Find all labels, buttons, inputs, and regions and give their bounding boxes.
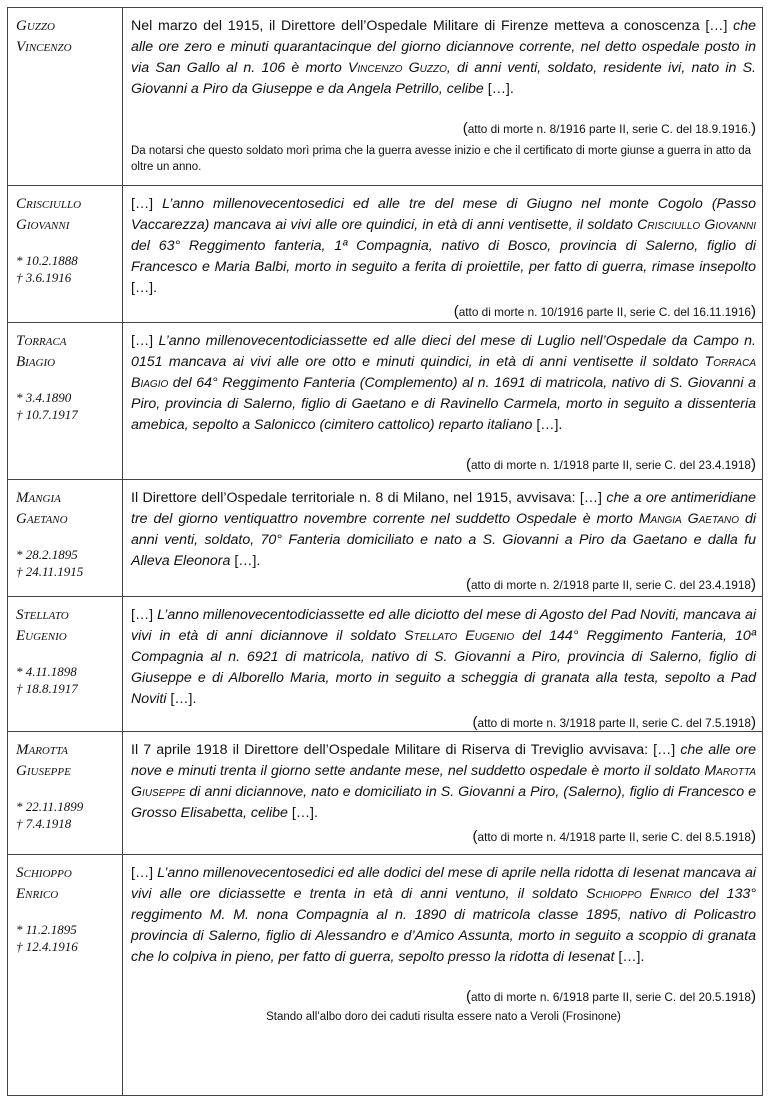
table-row bbox=[8, 323, 763, 480]
record-cell bbox=[123, 732, 763, 855]
death-act-text: atto di morte n. 3/1918 parte II, serie C. del 7.5.1918 bbox=[477, 716, 751, 730]
death-date: † 18.8.1917 bbox=[16, 681, 78, 696]
soldier-name-inline: Torraca Biagio bbox=[131, 354, 756, 391]
table-row bbox=[8, 480, 763, 597]
record-text-segment: […]. bbox=[532, 417, 563, 433]
paren: ) bbox=[751, 828, 756, 845]
death-date: † 24.11.1915 bbox=[16, 564, 84, 579]
table-row bbox=[8, 732, 763, 855]
table-body bbox=[8, 8, 763, 1096]
death-act-reference bbox=[131, 576, 756, 593]
record-text-segment: Nel marzo del 1915, il Direttore dell’Ospedale Militare di Firenze metteva a conoscenza […] bbox=[131, 18, 734, 34]
paren: ) bbox=[751, 456, 756, 473]
record-text bbox=[131, 331, 756, 436]
soldier-cell bbox=[8, 597, 123, 732]
soldier-firstname: Enrico bbox=[16, 886, 59, 902]
record-text-segment: […] bbox=[131, 196, 163, 212]
soldier-name-inline: Vincenzo Guzzo bbox=[347, 60, 447, 76]
paren: ( bbox=[465, 988, 471, 1005]
life-dates bbox=[16, 921, 116, 955]
soldier-name bbox=[16, 194, 116, 236]
record-text-segment: del 63° Reggimento fanteria, 1ª Compagnia, nativo di Bosco, provincia di Salerno, figlio di Francesco e Maria Balbi, morto in seguito a ferita di proiettile, per fatto di guerra, rimase insepolto bbox=[131, 238, 756, 275]
death-act-text: atto di morte n. 2/1918 parte II, serie C. del 23.4.1918 bbox=[470, 578, 751, 592]
table-row bbox=[8, 855, 763, 1096]
soldier-name-inline: Mangia Gaetano bbox=[638, 511, 740, 527]
soldier-name bbox=[16, 488, 116, 530]
record-text-segment: del 144° Reggimento Fanteria, 10ª Compagnia al n. 6921 di matricola, nativo di S. Giovanni a Piro, provincia di Salerno, figlio di Giuseppe e di Alborello Maria, morto in seguito a scheggia di granata alla testa, sepolto a Pad Noviti bbox=[131, 628, 757, 707]
soldier-name-inline: Stellato Eugenio bbox=[404, 628, 515, 644]
record-text bbox=[131, 605, 756, 710]
soldier-cell bbox=[8, 480, 123, 597]
table-row bbox=[8, 8, 763, 186]
record-text-segment: del 64° Reggimento Fanteria (Complemento) al n. 1691 di matricola, nativo di S. Giovanni a Piro, provincia di Salerno, figlio di Gaetano e di Ravinello Carmela, morto in seguito a dissenteria amebica, sepolto a Salonicco (cimitero cattolico) reparto italiano bbox=[131, 375, 756, 433]
record-cell bbox=[123, 323, 763, 480]
record-text-segment: L’anno millenovecentodiciassette ed alle dieci del mese di Luglio nell’Ospedale da Campo n. 0151 mancava ai vivi alle ore otto e minuti quindici, in età di anni ventisette il soldato bbox=[131, 333, 756, 370]
death-date: † 12.4.1916 bbox=[16, 939, 78, 954]
soldier-cell bbox=[8, 186, 123, 323]
soldier-name-inline: Crisciullo Giovanni bbox=[637, 217, 756, 233]
soldier-cell bbox=[8, 8, 123, 186]
soldier-cell bbox=[8, 855, 123, 1096]
record-cell bbox=[123, 480, 763, 597]
death-act-reference bbox=[131, 120, 756, 137]
record-text-segment: […] bbox=[131, 333, 159, 349]
life-dates bbox=[16, 546, 116, 580]
record-text-segment: L’anno millenovecentosedici ed alle tre del mese di Giugno nel monte Cogolo (Passo Vaccarezza) mancava ai vivi alle ore quindici, in età di anni ventisette, il soldato bbox=[131, 196, 756, 233]
record-text-segment: che a ore antimeridiane tre del giorno ventiquattro novembre corrente nel suddetto Ospedale è morto bbox=[131, 490, 756, 527]
death-act-text: atto di morte n. 8/1916 parte II, serie C. del 18.9.1916. bbox=[467, 122, 751, 136]
death-act-reference bbox=[131, 456, 756, 473]
birth-date: * 4.11.1898 bbox=[16, 664, 77, 679]
record-note: Da notarsi che questo soldato morì prima che la guerra avesse inizio e che il certificato di morte giunse a guerra in atto da oltre un anno. bbox=[131, 145, 752, 173]
soldier-cell bbox=[8, 732, 123, 855]
record-text bbox=[131, 194, 756, 299]
soldier-name bbox=[16, 863, 116, 905]
soldier-surname: Guzzo bbox=[16, 18, 55, 34]
record-text-segment: di anni diciannove, nato e domiciliato in S. Giovanni a Piro, (Salerno), figlio di Francesco e Grosso Elisabetta, celibe bbox=[131, 784, 756, 821]
record-text-segment: […]. bbox=[166, 691, 197, 707]
paren: ) bbox=[751, 988, 756, 1005]
soldier-name bbox=[16, 331, 116, 373]
record-text-segment: di anni venti, soldato, 70° Fanteria domiciliato e nato a S. Giovanni a Piro da Gaetano e dalla fu Alleva Eleonora bbox=[131, 511, 757, 569]
record-cell bbox=[123, 186, 763, 323]
birth-date: * 22.11.1899 bbox=[16, 799, 84, 814]
life-dates bbox=[16, 389, 116, 423]
record-cell bbox=[123, 597, 763, 732]
paren: ) bbox=[751, 303, 756, 320]
soldier-surname: Marotta bbox=[16, 742, 69, 758]
soldier-surname: Torraca bbox=[16, 333, 67, 349]
soldier-firstname: Gaetano bbox=[16, 511, 68, 527]
life-dates bbox=[16, 663, 116, 697]
soldier-firstname: Vincenzo bbox=[16, 39, 72, 55]
record-text bbox=[131, 488, 756, 572]
paren: ( bbox=[472, 828, 478, 845]
record-cell bbox=[123, 855, 763, 1096]
record-text-segment: Il 7 aprile 1918 il Direttore dell’Ospedale Militare di Riserva di Treviglio avvisava: […] bbox=[131, 742, 681, 758]
record-text-segment: […]. bbox=[230, 553, 261, 569]
paren: ) bbox=[751, 714, 756, 731]
death-date: † 3.6.1916 bbox=[16, 270, 72, 285]
record-text bbox=[131, 740, 756, 824]
death-date: † 10.7.1917 bbox=[16, 407, 78, 422]
birth-date: * 28.2.1895 bbox=[16, 547, 78, 562]
record-text-segment: […] bbox=[131, 607, 158, 623]
soldier-name-inline: Marotta Giuseppe bbox=[131, 763, 756, 800]
record-text-segment: […]. bbox=[131, 280, 158, 296]
record-text bbox=[131, 863, 756, 968]
record-text-segment: L’anno millenovecentosedici ed alle dodici del mese di aprile nella ridotta di Iesenat mancava ai vivi alle ore diciassette e trenta in età di anni ventuno, il soldato bbox=[131, 865, 756, 902]
paren: ( bbox=[472, 714, 478, 731]
soldier-surname: Crisciullo bbox=[16, 196, 82, 212]
record-cell bbox=[123, 8, 763, 186]
death-act-text: atto di morte n. 10/1916 parte II, serie C. del 16.11.1916 bbox=[458, 305, 751, 319]
soldier-cell bbox=[8, 323, 123, 480]
birth-date: * 3.4.1890 bbox=[16, 390, 72, 405]
record-text bbox=[131, 16, 756, 100]
death-act-text: atto di morte n. 6/1918 parte II, serie C. del 20.5.1918 bbox=[470, 990, 751, 1004]
table-row bbox=[8, 597, 763, 732]
record-text-segment: […]. bbox=[287, 805, 318, 821]
paren: ) bbox=[751, 576, 756, 593]
death-date: † 7.4.1918 bbox=[16, 816, 72, 831]
paren: ( bbox=[465, 576, 471, 593]
soldier-surname: Mangia bbox=[16, 490, 61, 506]
paren: ( bbox=[462, 120, 468, 137]
soldier-firstname: Eugenio bbox=[16, 628, 67, 644]
table-row bbox=[8, 186, 763, 323]
soldier-name bbox=[16, 605, 116, 647]
record-text-segment: […]. bbox=[483, 81, 514, 97]
record-text-segment: […] bbox=[131, 865, 158, 881]
death-act-reference bbox=[131, 988, 756, 1005]
soldier-firstname: Giuseppe bbox=[16, 763, 71, 779]
death-act-reference bbox=[131, 714, 756, 731]
soldier-name bbox=[16, 16, 116, 58]
birth-date: * 11.2.1895 bbox=[16, 922, 77, 937]
soldier-name-inline: Schioppo Enrico bbox=[586, 886, 692, 902]
death-act-reference bbox=[131, 303, 756, 320]
soldier-name bbox=[16, 740, 116, 782]
death-act-reference bbox=[131, 828, 756, 845]
record-text-segment: del 133° reggimento M. M. nona Compagnia al n. 1890 di matricola classe 1895, nativo di Policastro provincia di Salerno, figlio di Alessandro e d’Amico Assunta, morto in seguito a scoppio di granata che lo colpiva in pieno, per fatto di guerra, sepolto presso la ridotta di Iesenat bbox=[131, 886, 757, 965]
record-text-segment: , di anni venti, soldato, residente ivi, nato in S. Giovanni a Piro da Giuseppe e da Angela Petrillo, celibe bbox=[131, 60, 756, 97]
record-text-segment: […]. bbox=[614, 949, 645, 965]
paren: ) bbox=[751, 120, 756, 137]
record-note: Stando all’albo doro dei caduti risulta essere nato a Veroli (Frosinone) bbox=[266, 1011, 621, 1023]
soldier-firstname: Biagio bbox=[16, 354, 56, 370]
fallen-soldiers-table bbox=[7, 7, 763, 1096]
life-dates bbox=[16, 252, 116, 286]
paren: ( bbox=[465, 456, 471, 473]
record-text-segment: L’anno millenovecentodiciassette ed alle diciotto del mese di Agosto del Pad Noviti, mancava ai vivi in età di anni diciannove il soldato bbox=[131, 607, 756, 644]
death-act-text: atto di morte n. 4/1918 parte II, serie C. del 8.5.1918 bbox=[477, 830, 751, 844]
record-text-segment: che alle ore nove e minuti trenta il giorno sette andante mese, nel suddetto ospedale è morto il soldato bbox=[131, 742, 756, 779]
document-page bbox=[7, 7, 763, 1096]
record-text-segment: che alle ore zero e minuti quarantacinque del giorno diciannove corrente, nel detto ospedale posto in via San Gallo al n. 106 è morto bbox=[131, 18, 756, 76]
soldier-firstname: Giovanni bbox=[16, 217, 70, 233]
paren: ( bbox=[453, 303, 459, 320]
soldier-surname: Stellato bbox=[16, 607, 69, 623]
record-text-segment: Il Direttore dell’Ospedale territoriale n. 8 di Milano, nel 1915, avvisava: […] bbox=[131, 490, 607, 506]
birth-date: * 10.2.1888 bbox=[16, 253, 78, 268]
death-act-text: atto di morte n. 1/1918 parte II, serie C. del 23.4.1918 bbox=[470, 458, 751, 472]
life-dates bbox=[16, 798, 116, 832]
soldier-surname: Schioppo bbox=[16, 865, 72, 881]
